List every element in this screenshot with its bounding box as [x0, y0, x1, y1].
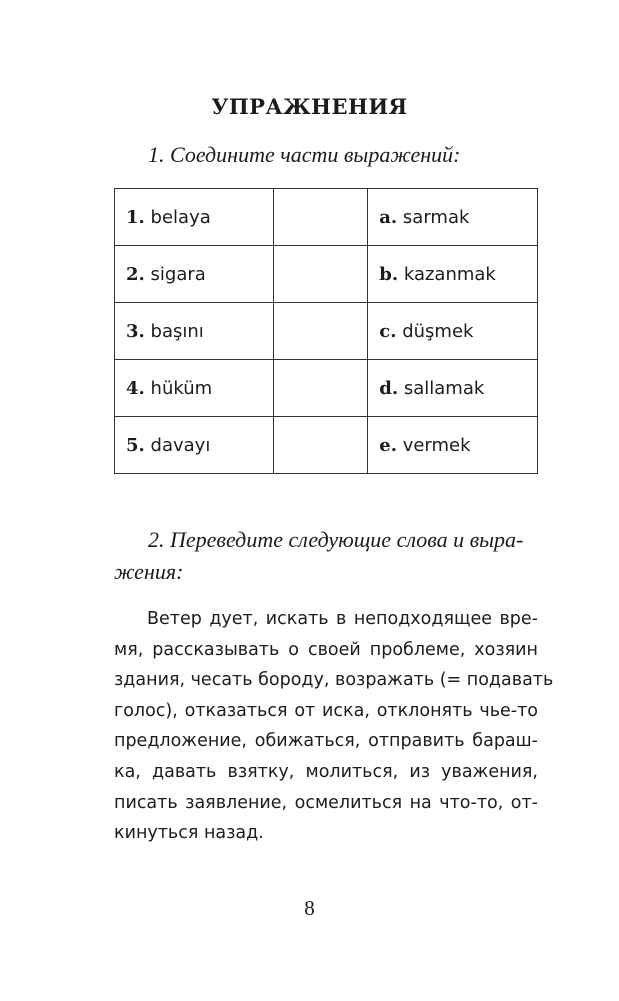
- left-cell: [115, 246, 274, 303]
- item-number: 1.: [126, 206, 145, 228]
- page-heading: УПРАЖНЕНИЯ: [211, 94, 408, 119]
- right-cell: [368, 360, 538, 417]
- page-number: 8: [304, 896, 315, 920]
- item-number: 3.: [126, 320, 145, 342]
- item-word: başını: [150, 320, 204, 342]
- right-cell: [368, 417, 538, 474]
- table-row: [115, 360, 538, 417]
- item-letter: b.: [379, 263, 399, 285]
- item-letter: a.: [379, 206, 398, 228]
- left-cell: [115, 189, 274, 246]
- item-word: sarmak: [402, 206, 470, 228]
- item-word: kazanmak: [403, 263, 496, 285]
- text-line: Ветер дует, искать в неподходящее вре-: [147, 609, 538, 629]
- answer-cell: [273, 303, 368, 360]
- table-row: [115, 303, 538, 360]
- item-letter: d.: [379, 377, 399, 399]
- table-row: [115, 246, 538, 303]
- instruction-line: жения:: [114, 559, 184, 584]
- left-cell: [115, 360, 274, 417]
- item-word: davayı: [150, 434, 211, 456]
- answer-cell: [273, 189, 368, 246]
- exercise-2-text: [114, 604, 554, 849]
- right-cell: [368, 246, 538, 303]
- right-cell: [368, 303, 538, 360]
- item-number: 4.: [126, 377, 145, 399]
- item-letter: e.: [379, 434, 397, 456]
- text-line: ка, давать взятку, молиться, из уважения,: [114, 761, 538, 782]
- exercise-2-instruction: [114, 524, 538, 588]
- text-line: здания, чесать бороду, возражать (= подавать: [114, 670, 554, 691]
- left-cell: [115, 417, 274, 474]
- item-letter: c.: [379, 320, 397, 342]
- text-line: предложение, обижаться, отправить бараш-: [114, 731, 538, 752]
- item-word: sigara: [150, 263, 206, 285]
- item-word: belaya: [150, 206, 211, 228]
- table-row: [115, 189, 538, 246]
- item-number: 5.: [126, 434, 145, 456]
- text-line: кинуться назад.: [114, 823, 264, 844]
- left-cell: [115, 303, 274, 360]
- item-word: düşmek: [402, 320, 474, 342]
- instruction-line: 2. Переведите следующие слова и выра-: [148, 527, 524, 552]
- text-line: голос), отказаться от иска, отклонять чье-то: [114, 700, 538, 721]
- item-number: 2.: [126, 263, 145, 285]
- item-word: hüküm: [150, 377, 213, 399]
- answer-cell: [273, 360, 368, 417]
- item-word: vermek: [402, 434, 471, 456]
- right-cell: [368, 189, 538, 246]
- table-row: [115, 417, 538, 474]
- matching-table: [114, 188, 538, 474]
- exercise-1-instruction: 1. Соедините части выражений:: [148, 142, 461, 167]
- answer-cell: [273, 417, 368, 474]
- text-line: мя, рассказывать о своей проблеме, хозяин: [114, 639, 538, 660]
- item-word: sallamak: [403, 377, 485, 399]
- answer-cell: [273, 246, 368, 303]
- text-line: писать заявление, осмелиться на что-то, от-: [114, 792, 538, 813]
